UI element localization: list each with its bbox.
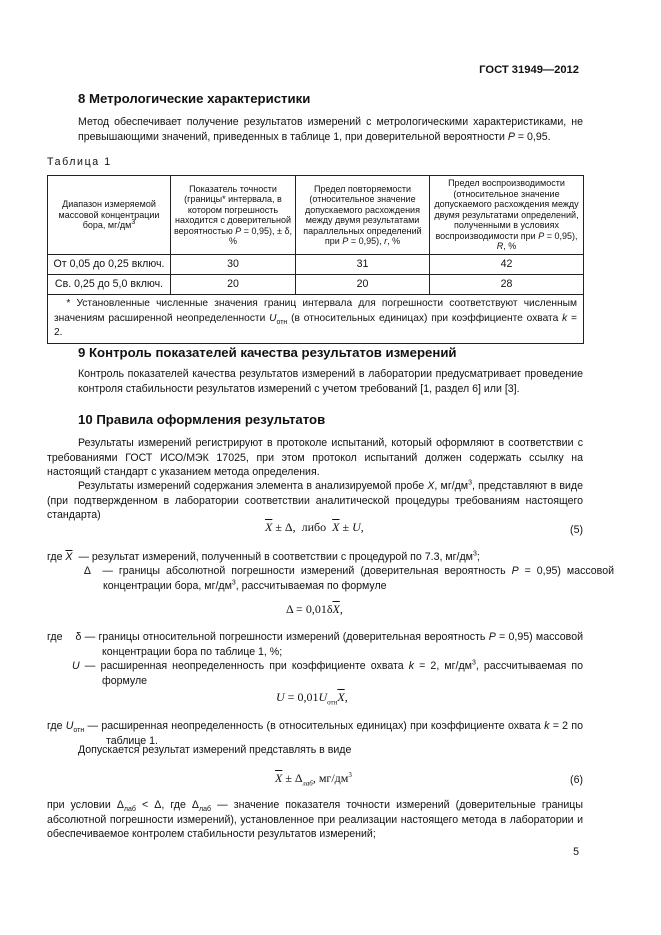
header-reproducibility: Предел воспроизводимости (относительное значение допускаемого расхождения между двумя результатами определений, полученными в условиях воспроизводимости при P = 0,95), R, % <box>430 176 584 255</box>
table-row <box>48 255 584 275</box>
equation-5-number: (5) <box>570 524 583 536</box>
section-9-text: Контроль показателей качества результатов измерений в лаборатории предусматривает проведение контроля стабильности результатов измерений с учетом требований [1, раздел 6] или [3]. <box>78 368 583 395</box>
cell-accuracy: 20 <box>171 275 296 295</box>
header-repeatability: Предел повторяемости (относительное значение допускаемого расхождения между двумя результатами параллельных определений при P = 0,95), r, % <box>296 176 430 255</box>
section-10-p1: Результаты измерений регистрируют в протоколе испытаний, который оформляют в соответствии с требованиями ГОСТ ИСО/МЭК 17025, при этом протокол испытаний должен содержать ссылку на настоящий стандарт с указанием метода определения. <box>47 437 583 479</box>
cell-range: Св. 0,25 до 5,0 включ. <box>48 275 171 295</box>
cell-repeatability: 31 <box>296 255 430 275</box>
table-1 <box>47 175 584 344</box>
equation-delta: $\Delta = 0,01\delta\overline{X}$, <box>286 602 343 616</box>
equation-5: $\overline{X} \pm \Delta$, либо $\overline{X} \pm U$, <box>265 520 364 534</box>
cell-reproducibility: 42 <box>430 255 584 275</box>
equation-u: $U = 0,01U_{отн}\overline{X}$, <box>276 690 348 707</box>
section-10-p2: Результаты измерений содержания элемента в анализируемой пробе X, $мг/дм^3$, представляют в виде (при подтвержденном в лаборатории соответствии аналитической процедуры требованиям настоящего стандарта) <box>47 479 583 522</box>
standard-header: ГОСТ 31949—2012 <box>479 64 579 76</box>
page-number: 5 <box>573 846 579 858</box>
equation-6-number: (6) <box>570 774 583 786</box>
where-small-delta: где δ — границы относительной погрешности измерений (доверительная вероятность P = 0,95) массовой концентрации бора по таблице 1, %; <box>47 631 584 658</box>
equation-6: $\overline{X} \pm \Delta_{лаб}$, $мг/дм^3$ <box>275 771 352 788</box>
cell-range: От 0,05 до 0,25 включ. <box>48 255 171 275</box>
section-8-title: 8 Метрологические характеристики <box>78 91 311 106</box>
where-u-rel: где $U_{отн}$ — расширенная неопределенность (в относительных единицах) при коэффициенте охвата k = 2 по таблице 1. <box>47 720 583 747</box>
cell-accuracy: 30 <box>171 255 296 275</box>
table-row <box>48 275 584 295</box>
where-delta: Δ — границы абсолютной погрешности измерений (доверительная вероятность P = 0,95) массовой концентрации бора, $мг/дм^3$, рассчитываемая по формуле <box>72 565 615 592</box>
section-10-title: 10 Правила оформления результатов <box>78 412 326 427</box>
section-10-p4: при условии $\Delta_{лаб} < \Delta$, где $\Delta_{лаб}$ — значение показателя точности измерений (доверительные границы абсолютной погрешности измерений), установленное при реализации настоящего метода в лаборатории и обеспечиваемое контролем стабильности результатов измерений; <box>47 799 583 841</box>
section-8-text: Метод обеспечивает получение результатов измерений с метрологическими характеристиками, не превышающими значений, приведенных в таблице 1, при доверительной вероятности P = 0,95. <box>78 116 583 143</box>
cell-reproducibility: 28 <box>430 275 584 295</box>
cell-repeatability: 20 <box>296 275 430 295</box>
header-accuracy: Показатель точности (границы* интервала, в котором погрешность находится с доверительной вероятностью P = 0,95), ± δ, % <box>171 176 296 255</box>
header-range: Диапазон измеряемой массовой концентрации бора, $мг/дм^3$ <box>48 176 171 255</box>
where-x: где $\overline{X}$ — результат измерений, полученный в соответствии с процедурой по 7.3, $мг/дм^3$; <box>47 550 480 563</box>
table-footnote: * Установленные численные значения границ интервала для погрешности соответствуют численным значениям расширенной неопределенности $U_{отн}$ (в относительных единицах) при коэффициенте охвата k = 2. <box>48 295 584 344</box>
section-10-p3: Допускается результат измерений представлять в виде <box>78 744 352 756</box>
where-u: U — расширенная неопределенность при коэффициенте охвата k = 2, $мг/дм^3$, рассчитываемая по формуле <box>72 659 583 687</box>
table-caption: Таблица 1 <box>47 156 112 168</box>
section-9-title: 9 Контроль показателей качества результатов измерений <box>78 345 457 360</box>
